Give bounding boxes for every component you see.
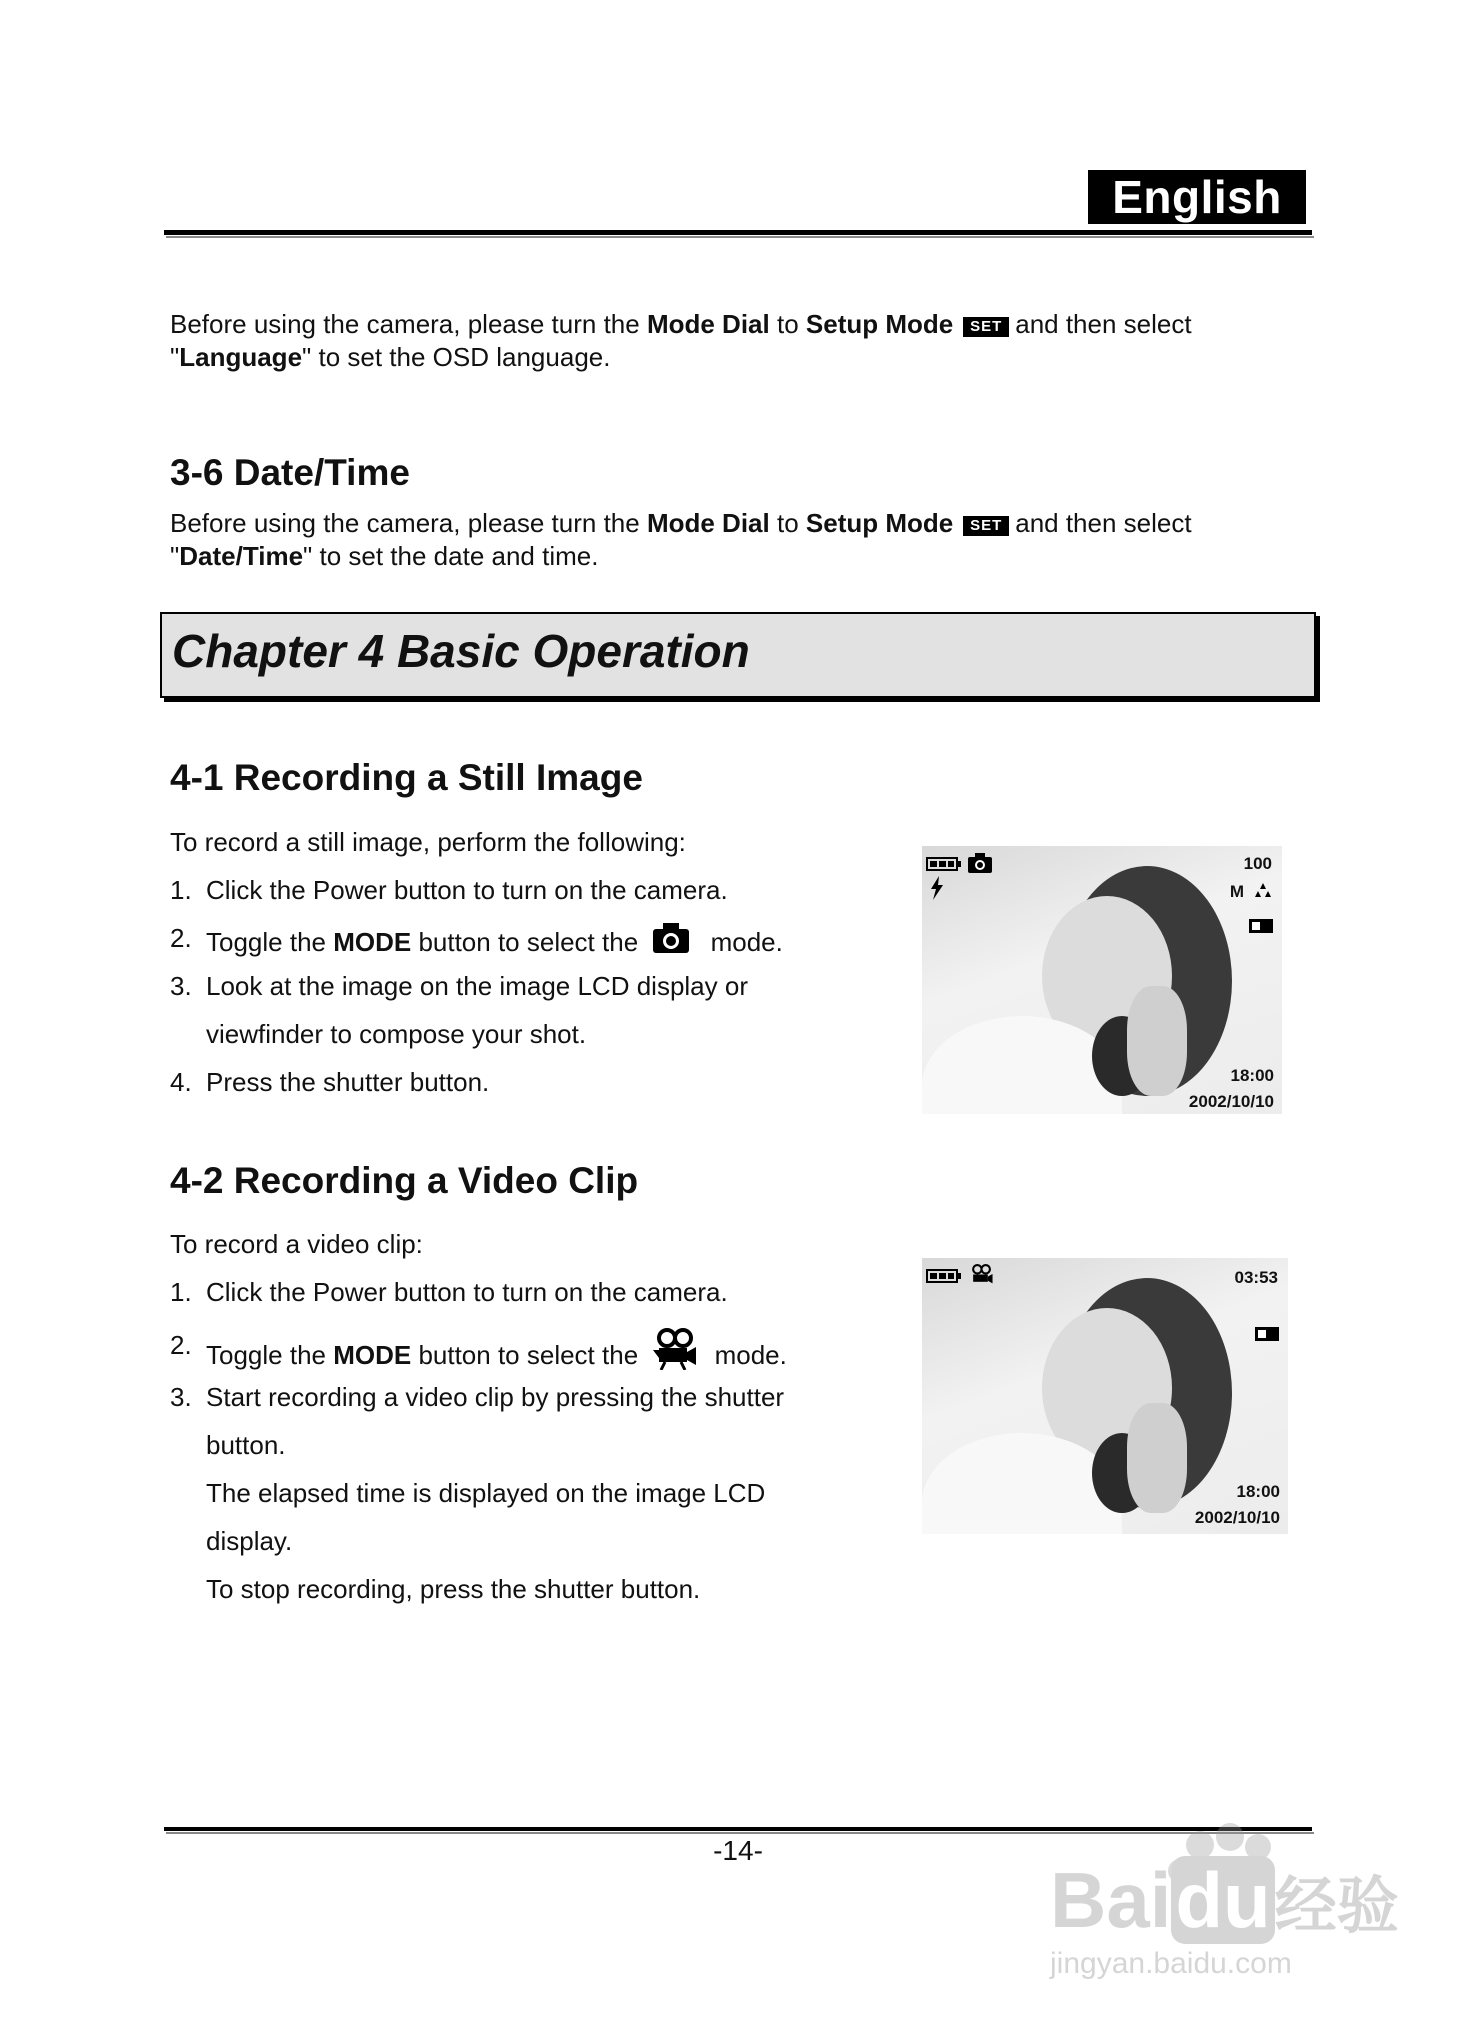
chapter-title: Chapter 4 Basic Operation bbox=[172, 625, 750, 677]
video-step-3-continued-3: display. bbox=[206, 1526, 293, 1556]
header-rule bbox=[164, 230, 1312, 235]
memory-card-icon bbox=[1254, 1326, 1280, 1347]
still-step-4: 4. Press the shutter button. bbox=[170, 1067, 490, 1097]
header-rule-shadow bbox=[166, 236, 1314, 238]
camera-icon bbox=[651, 921, 691, 953]
still-intro: To record a still image, perform the following: bbox=[170, 827, 686, 857]
image-size: M bbox=[1229, 882, 1244, 901]
still-lcd-screen bbox=[922, 846, 1282, 1114]
video-step-3: 3. Start recording a video clip by pressing the shutter bbox=[170, 1382, 785, 1412]
video-step-3-continued-1: button. bbox=[206, 1430, 286, 1460]
quality-icon bbox=[1254, 882, 1272, 905]
section-heading-4-2: 4-2 Recording a Video Clip bbox=[170, 1160, 639, 1201]
setup-mode-icon: SET bbox=[963, 516, 1009, 536]
video-camera-icon bbox=[651, 1328, 697, 1368]
video-step-2: 2. Toggle the MODE button to select the mode. bbox=[170, 1330, 787, 1370]
video-step-3-continued-4: To stop recording, press the shutter button. bbox=[206, 1574, 701, 1604]
still-step-3-continued: viewfinder to compose your shot. bbox=[206, 1019, 587, 1049]
lcd-time: 18:00 bbox=[1230, 1066, 1274, 1085]
language-badge: English bbox=[1088, 170, 1306, 224]
video-camera-icon bbox=[968, 1264, 994, 1291]
lcd-time: 18:00 bbox=[1236, 1482, 1280, 1501]
page-number: -14- bbox=[713, 1835, 763, 1866]
memory-card-icon bbox=[1248, 918, 1274, 939]
language-paragraph: Before using the camera, please turn the Mode Dial to Setup Mode SET and then select "Language" to set the OSD language. bbox=[170, 309, 1192, 372]
lcd-date: 2002/10/10 bbox=[1188, 1092, 1274, 1111]
shot-count: 100 bbox=[1243, 854, 1272, 873]
still-step-2: 2. Toggle the MODE button to select the mode. bbox=[170, 923, 783, 957]
battery-icon bbox=[926, 1269, 962, 1288]
camera-icon bbox=[967, 852, 993, 879]
section-heading-3-6: 3-6 Date/Time bbox=[170, 452, 410, 493]
datetime-paragraph: Before using the camera, please turn the Mode Dial to Setup Mode SET and then select "Date/Time" to set the date and time. bbox=[170, 508, 1192, 571]
baidu-watermark: Baidu经验 jingyan.baidu.com bbox=[1050, 1815, 1390, 1985]
video-lcd-screen bbox=[922, 1258, 1288, 1534]
still-step-3: 3. Look at the image on the image LCD display or bbox=[170, 971, 748, 1001]
remaining-time: 03:53 bbox=[1234, 1268, 1278, 1287]
section-heading-4-1: 4-1 Recording a Still Image bbox=[170, 757, 643, 798]
video-intro: To record a video clip: bbox=[170, 1229, 423, 1259]
video-step-1: 1. Click the Power button to turn on the camera. bbox=[170, 1277, 728, 1307]
lcd-date: 2002/10/10 bbox=[1194, 1508, 1280, 1527]
battery-icon bbox=[926, 857, 962, 876]
video-step-3-continued-2: The elapsed time is displayed on the image LCD bbox=[206, 1478, 766, 1508]
still-step-1: 1. Click the Power button to turn on the camera. bbox=[170, 875, 728, 905]
flash-icon bbox=[930, 876, 944, 905]
setup-mode-icon: SET bbox=[963, 317, 1009, 337]
